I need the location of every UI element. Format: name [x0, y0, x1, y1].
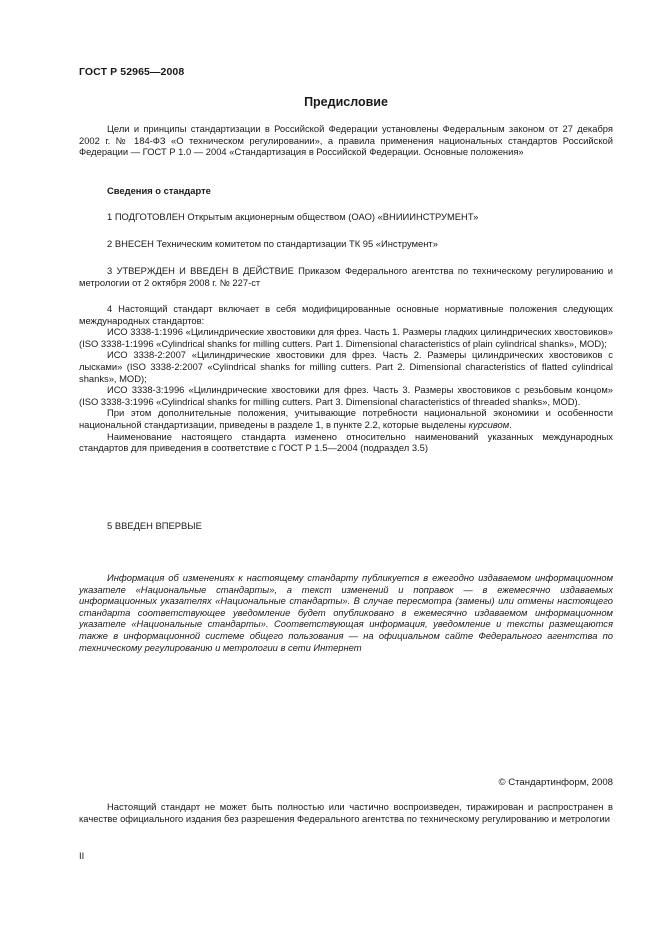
- item-4-additions: [79, 407, 613, 430]
- item-1: [79, 211, 613, 223]
- page-title: Предисловие: [304, 95, 388, 109]
- item-2-text: 2 ВНЕСЕН Техническим комитетом по стандартизации ТК 95 «Инструмент»: [107, 238, 438, 249]
- reproduction-notice-text: Настоящий стандарт не может быть полностью или частично воспроизведен, тиражирован и распространен в качестве официального издания без разрешения Федерального агентства по техническому регулированию и метрологии: [79, 801, 613, 824]
- item-4-iso-3: ИСО 3338-3:1996 «Цилиндрические хвостовики для фрез. Часть 3. Размеры хвостовиков с резьбовым концом» (ISO 3338-3:1996 «Cylindrical shanks for milling cutters. Part 3. Dimensional characteristics of threaded shanks», MOD).: [79, 384, 613, 407]
- item-3-text: 3 УТВЕРЖДЕН И ВВЕДЕН В ДЕЙСТВИЕ Приказом Федерального агентства по техническому регулированию и метрологии от 2 октября 2008 г. № 227-ст: [79, 265, 613, 288]
- document-code: ГОСТ Р 52965—2008: [79, 66, 185, 78]
- intro-paragraph: [79, 123, 613, 158]
- item-2: [79, 238, 613, 250]
- intro-text: Цели и принципы стандартизации в Российской Федерации установлены Федеральным законом от 27 декабря 2002 г. № 184-ФЗ «О техническом регулировании», а правила применения национальных стандартов Российской Федерации — ГОСТ Р 1.0 — 2004 «Стандартизация в Российской Федерации. Основные положения»: [79, 123, 613, 158]
- item-4-additions-end: .: [509, 418, 512, 430]
- item-4-naming: Наименование настоящего стандарта изменено относительно наименований указанных международных стандартов для приведения в соответствие с ГОСТ Р 1.5—2004 (подраздел 3.5): [79, 430, 613, 454]
- item-4-additions-text: При этом дополнительные положения, учитывающие потребности национальной экономики и особенности национальной стандартизации, приведены в разделе 1, в пункте 2.2, которые выделены: [79, 407, 613, 430]
- item-4-iso-1: ИСО 3338-1:1996 «Цилиндрические хвостовики для фрез. Часть 1. Размеры гладких цилиндрических хвостовиков» (ISO 3338-1:1996 «Cylindrical shanks for milling cutters. Part 1. Dimensional characteristics of plain cylindrical shanks», MOD);: [79, 326, 613, 349]
- item-5-text: 5 ВВЕДЕН ВПЕРВЫЕ: [107, 520, 202, 531]
- item-4: [79, 303, 613, 454]
- item-1-text: 1 ПОДГОТОВЛЕН Открытым акционерным обществом (ОАО) «ВНИИИНСТРУМЕНТ»: [107, 211, 479, 222]
- page-number: II: [79, 850, 85, 861]
- item-4-additions-italic: курсивом: [468, 418, 510, 430]
- section-heading: Сведения о стандарте: [107, 185, 211, 196]
- info-notice-text: Информация об изменениях к настоящему стандарту публикуется в ежегодно издаваемом информационном указателе «Национальные стандарты», а текст изменений и поправок — в ежемесячно издаваемых информационных указателях «Национальные стандарты». В случае пересмотра (замены) или отмены настоящего стандарта соответствующее уведомление будет опубликовано в ежемесячно издаваемом информационном указателе «Национальные стандарты». Соответствующая информация, уведомление и тексты размещаются также в информационной системе общего пользования — на официальном сайте Федерального агентства по техническому регулированию и метрологии в сети Интернет: [79, 572, 613, 653]
- reproduction-notice: [79, 801, 613, 824]
- info-notice: [79, 572, 613, 653]
- item-4-intro: 4 Настоящий стандарт включает в себя модифицированные основные нормативные положения следующих международных стандартов:: [79, 303, 613, 326]
- item-3: [79, 265, 613, 288]
- copyright: © Стандартинформ, 2008: [498, 777, 613, 788]
- item-5: [79, 520, 613, 532]
- item-4-iso-2: ИСО 3338-2:2007 «Цилиндрические хвостовики для фрез. Часть 2. Размеры цилиндрических хвостовиков с лысками» (ISO 3338-2:2007 «Cylindrical shanks for milling cutters. Part 2. Dimensional characteristics of flatted cylindrical shanks», MOD);: [79, 349, 613, 384]
